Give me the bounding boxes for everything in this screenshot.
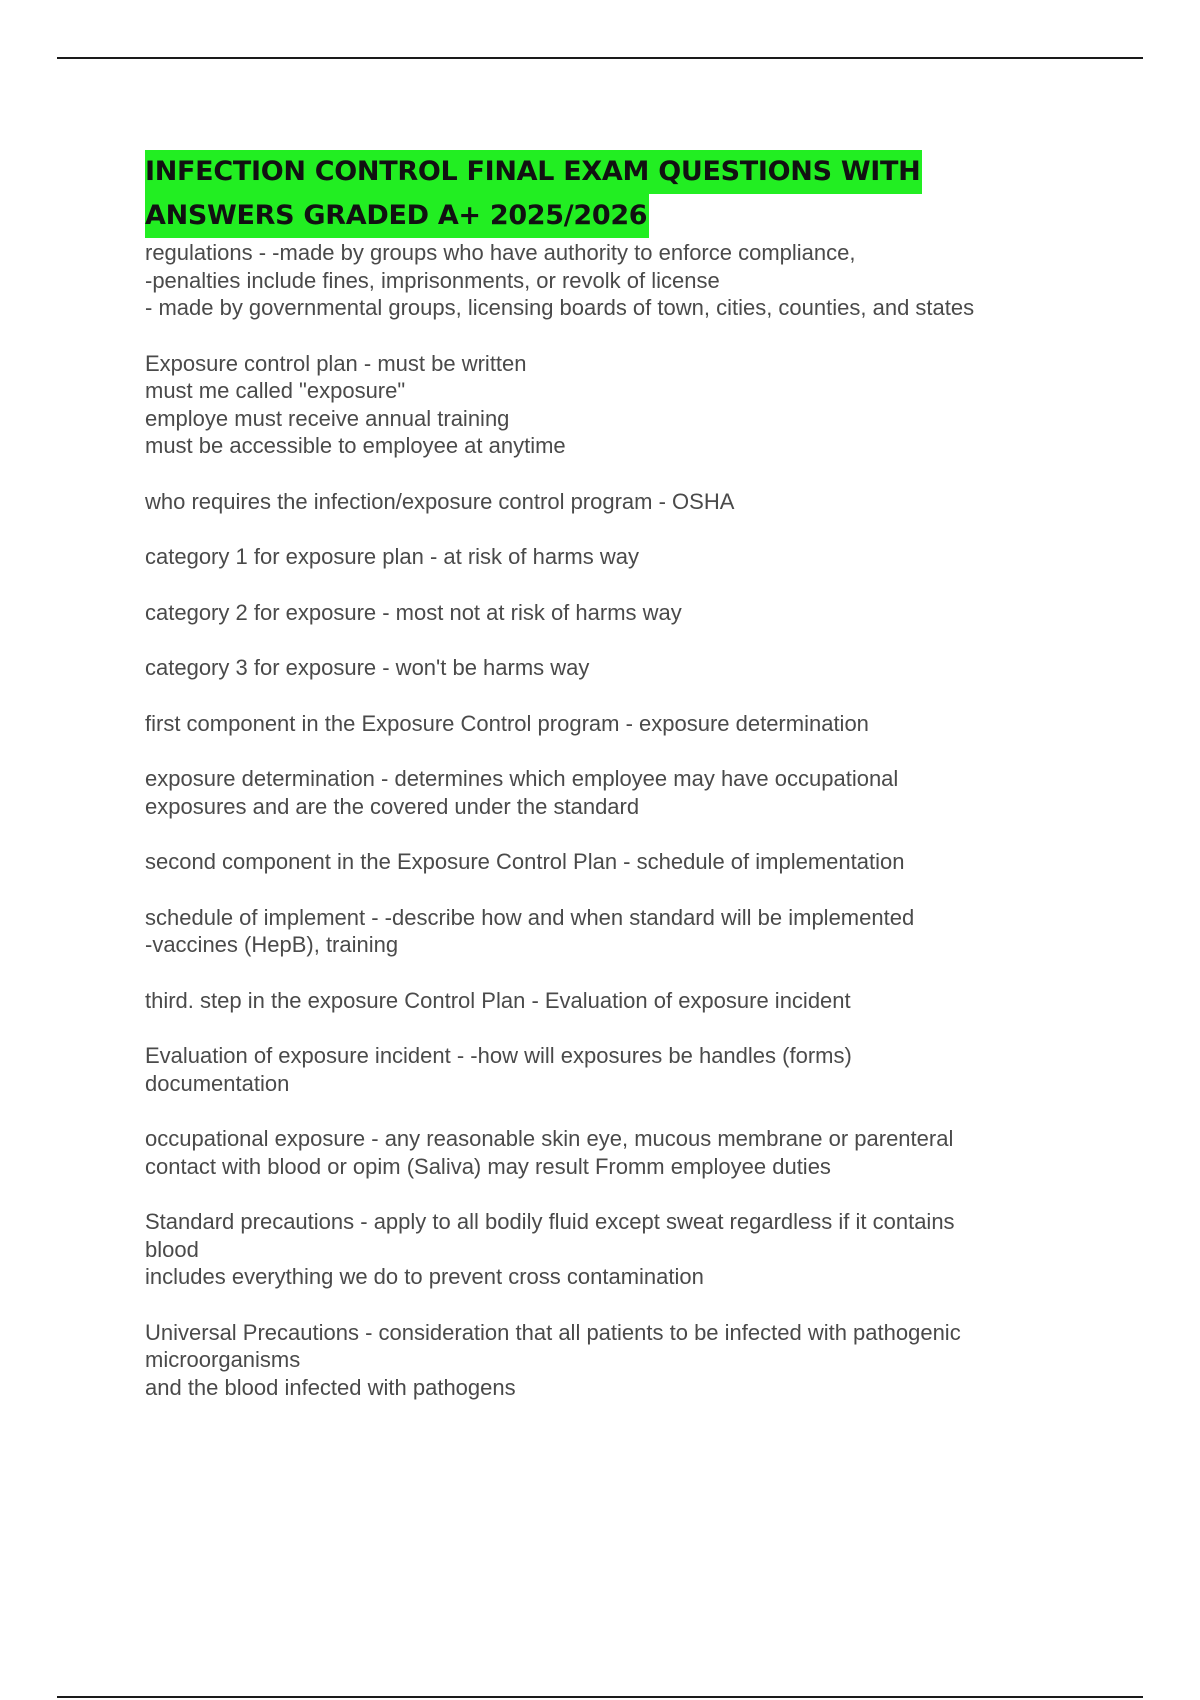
- entry-line: who requires the infection/exposure control program - OSHA: [145, 488, 735, 514]
- document-title: [145, 150, 1105, 238]
- qa-entry: [145, 987, 1105, 1015]
- entry-line: Exposure control plan - must be written: [145, 350, 527, 376]
- qa-entry: [145, 848, 1105, 876]
- qa-entry: [145, 488, 1105, 516]
- entry-line: - made by governmental groups, licensing boards of town, cities, counties, and states: [145, 295, 975, 320]
- footer-rule: [57, 1696, 1143, 1698]
- entry-line: Evaluation of exposure incident - -how will exposures be handles (forms): [145, 1043, 852, 1068]
- entry-line: employe must receive annual training: [145, 405, 510, 431]
- entry-line: -vaccines (HepB), training: [145, 932, 399, 957]
- entry-line: -penalties include fines, imprisonments, or revolk of license: [145, 267, 720, 293]
- qa-entry: [145, 654, 1105, 682]
- entry-line: microorganisms: [145, 1347, 301, 1372]
- entry-line: Standard precautions - apply to all bodily fluid except sweat regardless if it contains: [145, 1209, 955, 1234]
- entry-line: second component in the Exposure Control Plan - schedule of implementation: [145, 849, 905, 874]
- entry-line: includes everything we do to prevent cross contamination: [145, 1264, 704, 1289]
- entry-line: occupational exposure - any reasonable skin eye, mucous membrane or parenteral: [145, 1126, 954, 1151]
- qa-entry: [145, 765, 1105, 820]
- qa-entry: [145, 350, 1105, 460]
- entry-line: exposure determination - determines which employee may have occupational: [145, 766, 899, 791]
- qa-entry: [145, 1042, 1105, 1097]
- entry-line: blood: [145, 1236, 199, 1262]
- document-body: [145, 150, 1105, 1429]
- entry-line: Universal Precautions - consideration that all patients to be infected with pathogenic: [145, 1319, 961, 1345]
- entry-line: must be accessible to employee at anytime: [145, 433, 566, 458]
- entry-line: documentation: [145, 1070, 290, 1096]
- qa-entry: [145, 543, 1105, 571]
- entry-line: schedule of implement - -describe how and when standard will be implemented: [145, 904, 915, 930]
- qa-entry: [145, 710, 1105, 738]
- header-rule: [57, 57, 1143, 59]
- qa-entry: [145, 1319, 1105, 1402]
- title-line: INFECTION CONTROL FINAL EXAM QUESTIONS WITH: [145, 150, 922, 194]
- entry-line: category 3 for exposure - won't be harms way: [145, 655, 590, 680]
- qa-entry: [145, 1125, 1105, 1180]
- entry-line: contact with blood or opim (Saliva) may result Fromm employee duties: [145, 1153, 831, 1179]
- entry-list: [145, 239, 1105, 1401]
- entry-line: must me called "exposure": [145, 378, 406, 403]
- entry-line: first component in the Exposure Control program - exposure determination: [145, 710, 869, 736]
- qa-entry: [145, 904, 1105, 959]
- entry-line: exposures and are the covered under the standard: [145, 793, 640, 819]
- entry-line: category 2 for exposure - most not at risk of harms way: [145, 599, 682, 625]
- qa-entry: [145, 1208, 1105, 1291]
- entry-line: and the blood infected with pathogens: [145, 1374, 516, 1400]
- entry-line: third. step in the exposure Control Plan - Evaluation of exposure incident: [145, 987, 851, 1013]
- qa-entry: [145, 599, 1105, 627]
- qa-entry: [145, 239, 1105, 322]
- entry-line: regulations - -made by groups who have authority to enforce compliance,: [145, 240, 856, 265]
- title-line: ANSWERS GRADED A+ 2025/2026: [145, 194, 649, 238]
- entry-line: category 1 for exposure plan - at risk of harms way: [145, 544, 639, 569]
